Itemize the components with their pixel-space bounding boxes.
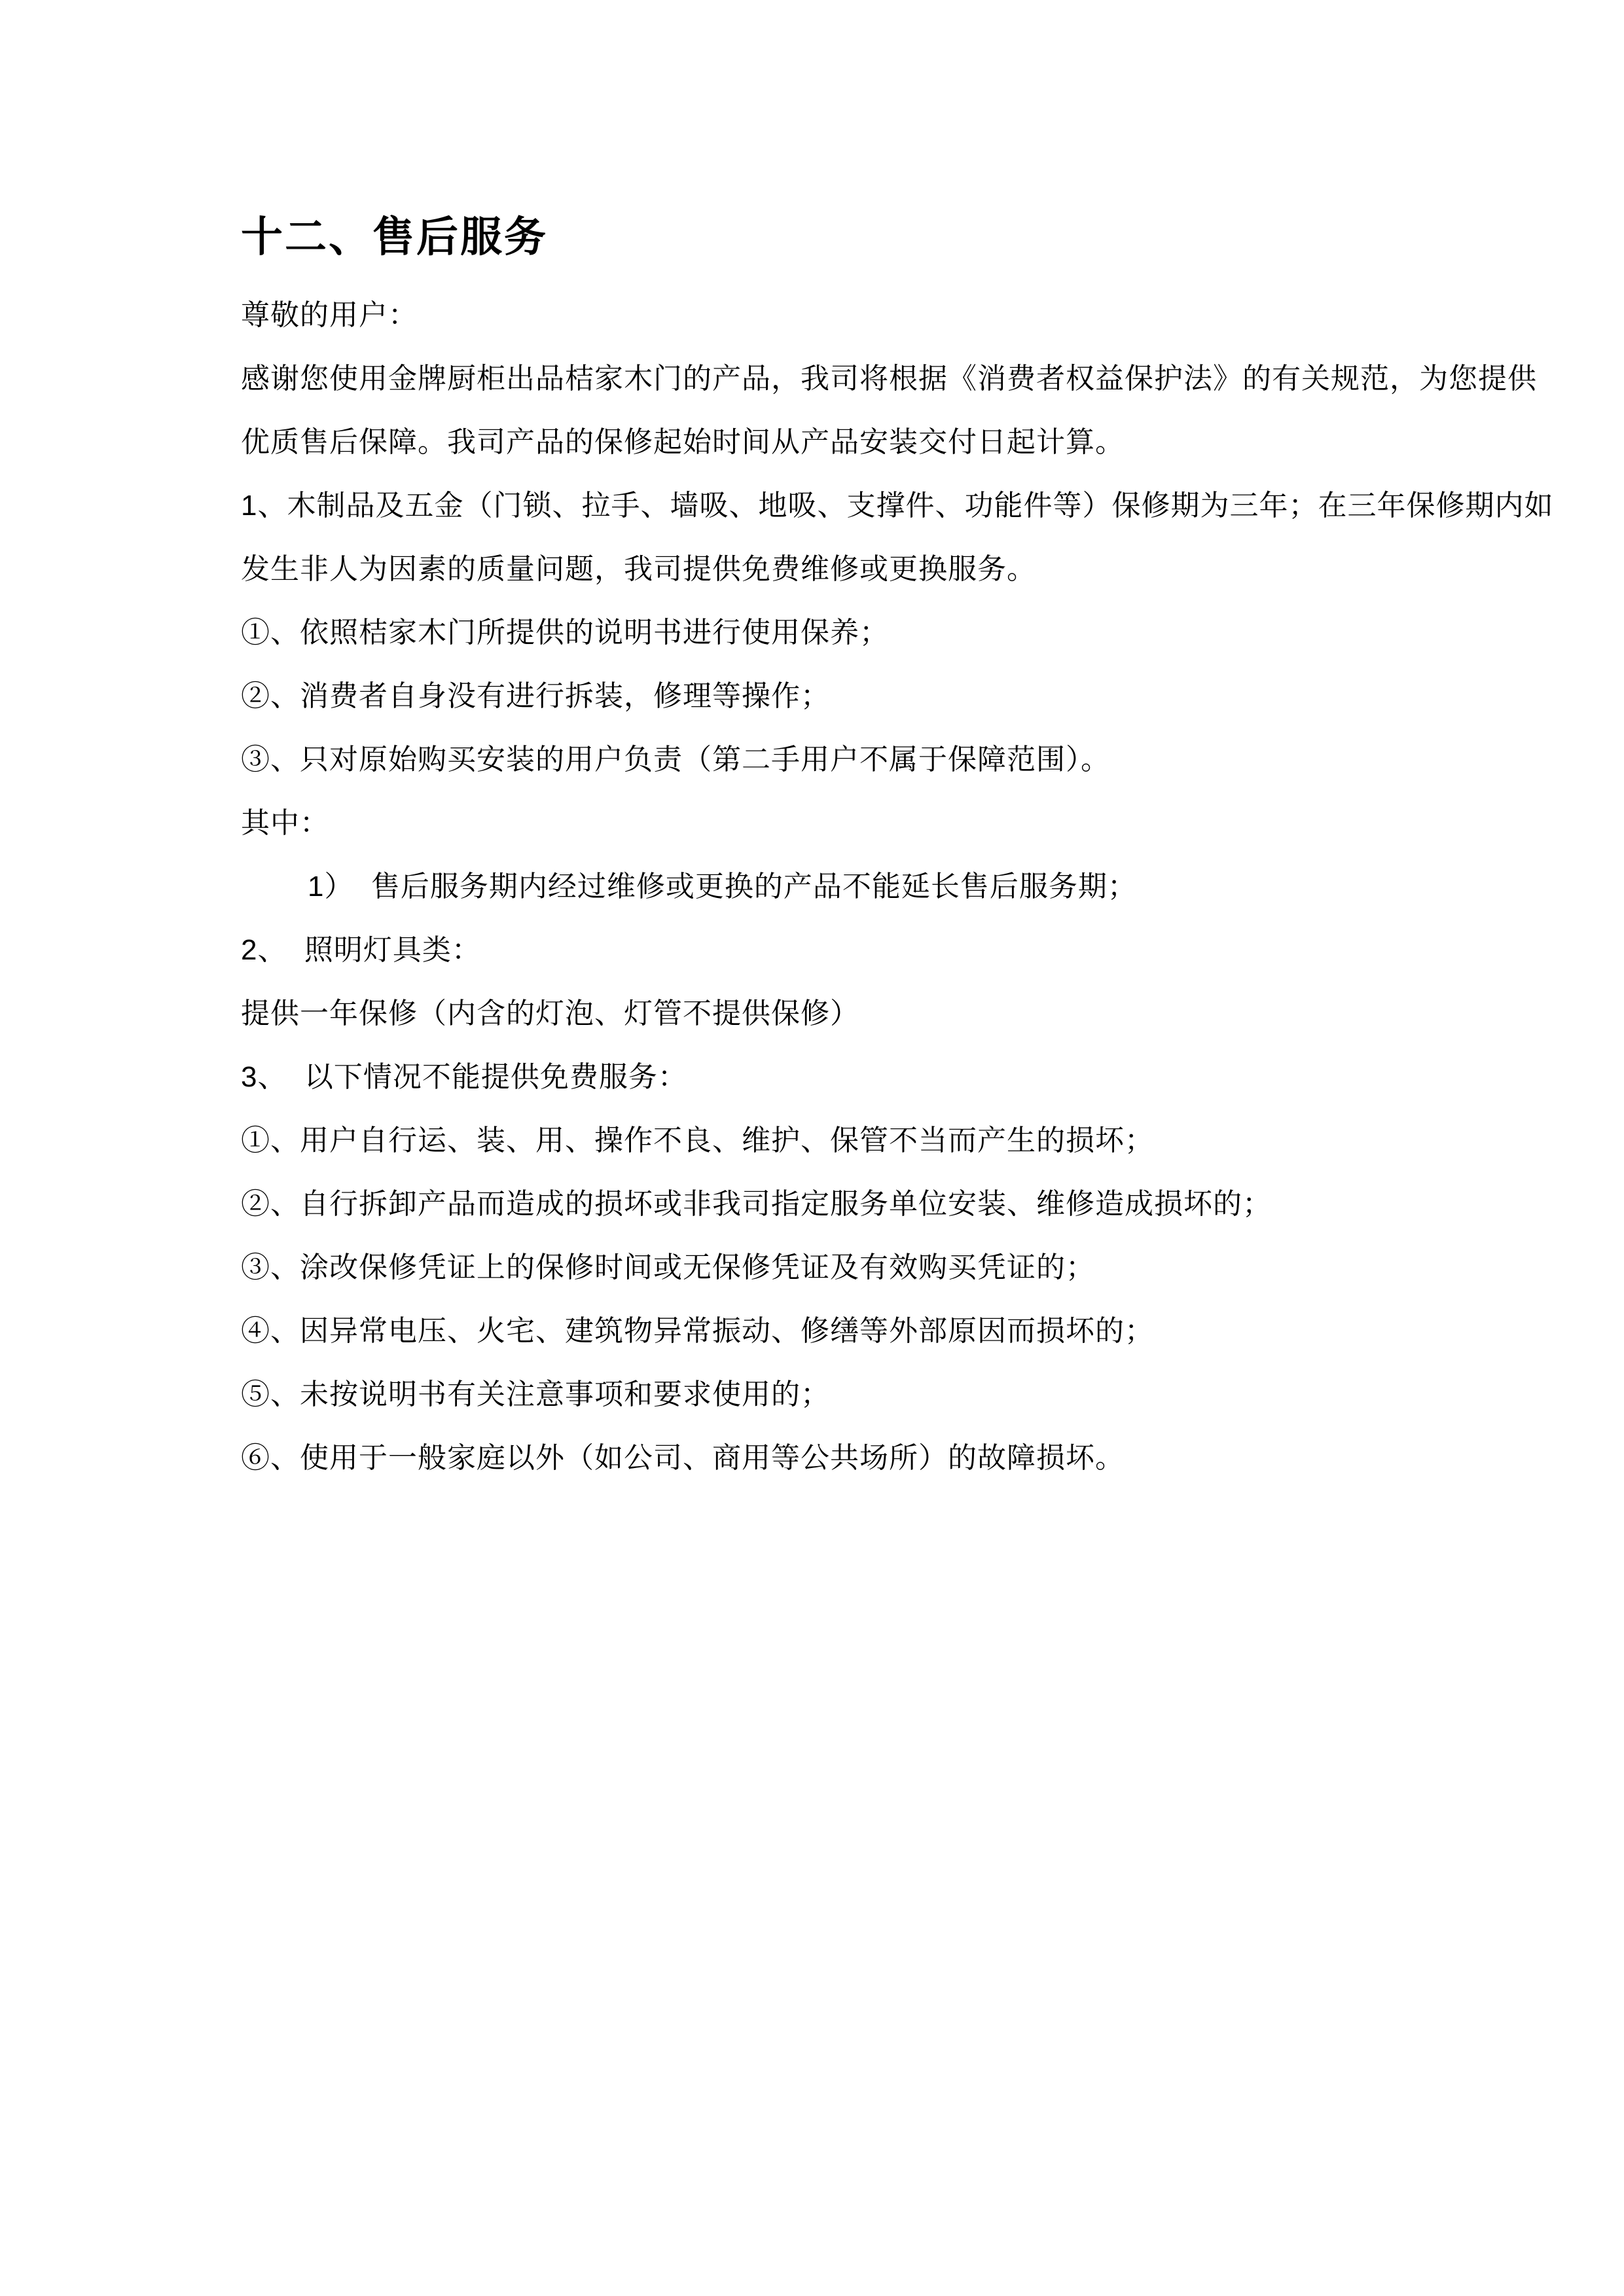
paragraph-line: 1） 售后服务期内经过维修或更换的产品不能延长售后服务期；	[308, 870, 1137, 903]
paragraph-line: ⑤、未按说明书有关注意事项和要求使用的；	[241, 1378, 830, 1410]
paragraph-line: ④、因异常电压、火宅、建筑物异常振动、修缮等外部原因而损坏的；	[241, 1315, 1154, 1347]
paragraph-line: 感谢您使用金牌厨柜出品桔家木门的产品，我司将根据《消费者权益保护法》的有关规范，为您提供	[241, 363, 1537, 395]
paragraph-line: 优质售后保障。我司产品的保修起始时间从产品安装交付日起计算。	[241, 426, 1125, 458]
paragraph-line: ②、自行拆卸产品而造成的损坏或非我司指定服务单位安装、维修造成损坏的；	[241, 1188, 1272, 1220]
paragraph-line: ②、消费者自身没有进行拆装，修理等操作；	[241, 680, 830, 712]
paragraph-line: 2、 照明灯具类：	[241, 934, 481, 966]
paragraph-line: ①、依照桔家木门所提供的说明书进行使用保养；	[241, 617, 889, 649]
paragraph-line: 提供一年保修（内含的灯泡、灯管不提供保修）	[241, 997, 859, 1030]
paragraph-line: 3、 以下情况不能提供免费服务：	[241, 1061, 687, 1093]
paragraph-line: ③、只对原始购买安装的用户负责（第二手用户不属于保障范围）。	[241, 744, 1110, 776]
paragraph-line: ⑥、使用于一般家庭以外（如公司、商用等公共场所）的故障损坏。	[241, 1442, 1125, 1474]
paragraph-line: ③、涂改保修凭证上的保修时间或无保修凭证及有效购买凭证的；	[241, 1251, 1095, 1283]
paragraph-line: ①、用户自行运、装、用、操作不良、维护、保管不当而产生的损坏；	[241, 1124, 1154, 1157]
paragraph-line: 发生非人为因素的质量问题，我司提供免费维修或更换服务。	[241, 553, 1036, 585]
section-title: 十二、售后服务	[241, 213, 548, 260]
document-body	[241, 283, 1554, 1490]
paragraph-line: 尊敬的用户：	[241, 299, 418, 331]
paragraph-line: 其中：	[241, 807, 329, 839]
paragraph-line: 1、木制品及五金（门锁、拉手、墙吸、地吸、支撑件、功能件等）保修期为三年；在三年保修期内如	[241, 490, 1554, 522]
